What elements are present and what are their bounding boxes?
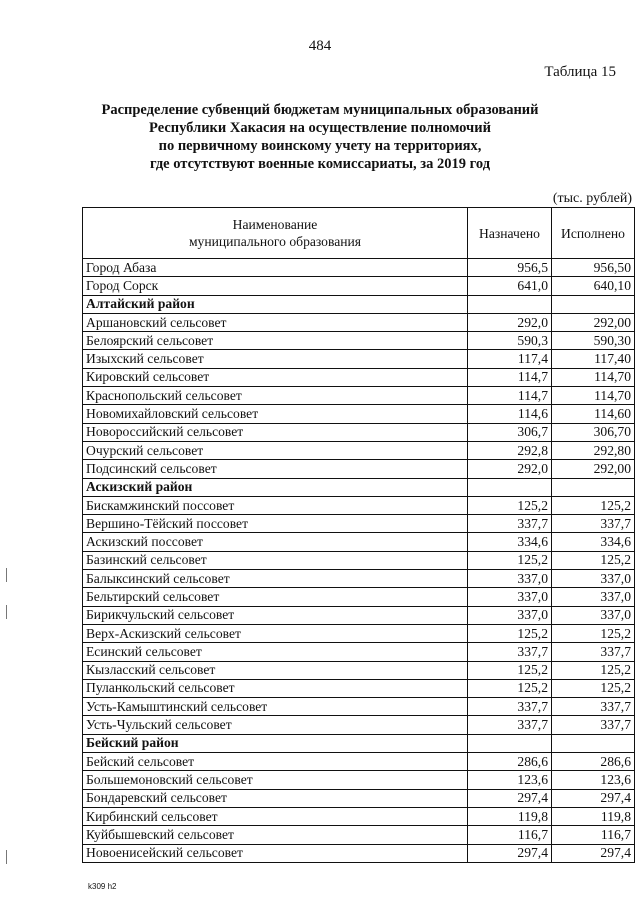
cell-name: Город Сорск — [83, 277, 468, 295]
cell-name: Кировский сельсовет — [83, 368, 468, 386]
subvention-table — [82, 207, 635, 863]
table-row — [83, 807, 635, 825]
cell-planned: 114,7 — [468, 368, 552, 386]
cell-executed: 337,7 — [552, 643, 635, 661]
cell-executed: 956,50 — [552, 259, 635, 277]
cell-planned: 956,5 — [468, 259, 552, 277]
cell-name: Подсинский сельсовет — [83, 460, 468, 478]
cell-name: Вершино-Тёйский поссовет — [83, 515, 468, 533]
table-row — [83, 551, 635, 569]
table-row — [83, 515, 635, 533]
cell-executed — [552, 478, 635, 496]
cell-name: Очурский сельсовет — [83, 441, 468, 459]
cell-planned: 292,0 — [468, 460, 552, 478]
cell-name: Большемоновский сельсовет — [83, 771, 468, 789]
cell-name: Усть-Чульский сельсовет — [83, 716, 468, 734]
table-row-district — [83, 478, 635, 496]
cell-executed: 117,40 — [552, 350, 635, 368]
cell-name: Аршановский сельсовет — [83, 313, 468, 331]
cell-executed: 125,2 — [552, 624, 635, 642]
cell-planned: 125,2 — [468, 679, 552, 697]
cell-name: Бельтирский сельсовет — [83, 588, 468, 606]
table-row — [83, 606, 635, 624]
table-row — [83, 679, 635, 697]
document-title — [40, 101, 600, 173]
cell-executed: 292,80 — [552, 441, 635, 459]
cell-executed: 286,6 — [552, 753, 635, 771]
cell-planned — [468, 734, 552, 752]
cell-name: Краснопольский сельсовет — [83, 387, 468, 405]
cell-name: Город Абаза — [83, 259, 468, 277]
cell-executed: 119,8 — [552, 807, 635, 825]
cell-planned: 337,0 — [468, 570, 552, 588]
title-line: где отсутствуют военные комиссариаты, за 2019 год — [149, 156, 491, 172]
table-row — [83, 789, 635, 807]
cell-name: Бейский район — [83, 734, 468, 752]
table-body — [83, 259, 635, 863]
table-row — [83, 350, 635, 368]
cell-executed: 125,2 — [552, 551, 635, 569]
table-row — [83, 624, 635, 642]
table-row — [83, 423, 635, 441]
cell-name: Базинский сельсовет — [83, 551, 468, 569]
cell-planned: 641,0 — [468, 277, 552, 295]
cell-name: Усть-Камыштинский сельсовет — [83, 698, 468, 716]
cell-planned: 125,2 — [468, 496, 552, 514]
cell-executed: 125,2 — [552, 679, 635, 697]
title-line: Распределение субвенций бюджетам муниципальных образований — [101, 102, 539, 118]
scan-mark — [6, 605, 7, 619]
column-header-name-line1: Наименование — [232, 217, 318, 232]
cell-name: Аскизский поссовет — [83, 533, 468, 551]
scan-mark — [6, 850, 7, 864]
cell-name: Бирикчульский сельсовет — [83, 606, 468, 624]
cell-name: Бондаревский сельсовет — [83, 789, 468, 807]
table-row — [83, 844, 635, 862]
cell-executed: 337,7 — [552, 515, 635, 533]
cell-name: Аскизский район — [83, 478, 468, 496]
cell-executed: 297,4 — [552, 789, 635, 807]
cell-executed: 123,6 — [552, 771, 635, 789]
cell-name: Новоенисейский сельсовет — [83, 844, 468, 862]
cell-planned: 119,8 — [468, 807, 552, 825]
table-row — [83, 368, 635, 386]
column-header-name — [83, 208, 468, 259]
table-row — [83, 332, 635, 350]
table-row — [83, 753, 635, 771]
cell-name: Есинский сельсовет — [83, 643, 468, 661]
table-row — [83, 771, 635, 789]
column-header-planned: Назначено — [468, 208, 552, 259]
cell-executed: 334,6 — [552, 533, 635, 551]
cell-executed — [552, 295, 635, 313]
title-line: по первичному воинскому учету на территориях, — [158, 138, 482, 154]
cell-name: Куйбышевский сельсовет — [83, 826, 468, 844]
cell-planned: 297,4 — [468, 789, 552, 807]
table-row-district — [83, 734, 635, 752]
cell-executed: 337,0 — [552, 588, 635, 606]
cell-executed: 640,10 — [552, 277, 635, 295]
table-header-row — [83, 208, 635, 259]
cell-name: Бискамжинский поссовет — [83, 496, 468, 514]
cell-name: Кирбинский сельсовет — [83, 807, 468, 825]
table-row — [83, 698, 635, 716]
cell-planned: 125,2 — [468, 624, 552, 642]
cell-executed: 292,00 — [552, 460, 635, 478]
cell-planned: 114,7 — [468, 387, 552, 405]
cell-planned: 117,4 — [468, 350, 552, 368]
footer-code: k309 h2 — [88, 882, 117, 891]
table-row — [83, 441, 635, 459]
cell-name: Новороссийский сельсовет — [83, 423, 468, 441]
cell-name: Верх-Аскизский сельсовет — [83, 624, 468, 642]
column-header-executed: Исполнено — [552, 208, 635, 259]
table-row — [83, 259, 635, 277]
cell-planned: 292,0 — [468, 313, 552, 331]
page-number: 484 — [308, 38, 332, 54]
cell-executed: 297,4 — [552, 844, 635, 862]
table-row — [83, 277, 635, 295]
table-row-district — [83, 295, 635, 313]
cell-planned: 337,0 — [468, 606, 552, 624]
cell-planned: 334,6 — [468, 533, 552, 551]
cell-name: Бейский сельсовет — [83, 753, 468, 771]
scan-mark — [6, 568, 7, 582]
cell-name: Кызласский сельсовет — [83, 661, 468, 679]
unit-label: (тыс. рублей) — [552, 191, 632, 206]
table-row — [83, 405, 635, 423]
cell-executed: 116,7 — [552, 826, 635, 844]
cell-executed: 337,0 — [552, 570, 635, 588]
cell-planned — [468, 295, 552, 313]
cell-executed: 590,30 — [552, 332, 635, 350]
cell-name: Алтайский район — [83, 295, 468, 313]
table-row — [83, 588, 635, 606]
table-row — [83, 496, 635, 514]
cell-planned: 337,7 — [468, 515, 552, 533]
cell-executed: 306,70 — [552, 423, 635, 441]
cell-planned: 116,7 — [468, 826, 552, 844]
cell-planned: 337,7 — [468, 698, 552, 716]
table-row — [83, 533, 635, 551]
cell-planned: 306,7 — [468, 423, 552, 441]
cell-planned: 337,7 — [468, 716, 552, 734]
title-line: Республики Хакасия на осуществление полномочий — [149, 120, 491, 136]
cell-executed: 114,70 — [552, 387, 635, 405]
cell-executed: 125,2 — [552, 496, 635, 514]
table-row — [83, 716, 635, 734]
table-row — [83, 643, 635, 661]
cell-executed: 114,70 — [552, 368, 635, 386]
cell-name: Новомихайловский сельсовет — [83, 405, 468, 423]
cell-planned: 292,8 — [468, 441, 552, 459]
cell-planned: 123,6 — [468, 771, 552, 789]
cell-executed: 125,2 — [552, 661, 635, 679]
cell-name: Балыксинский сельсовет — [83, 570, 468, 588]
cell-planned: 337,7 — [468, 643, 552, 661]
table-row — [83, 661, 635, 679]
table-row — [83, 313, 635, 331]
cell-planned: 286,6 — [468, 753, 552, 771]
cell-executed — [552, 734, 635, 752]
cell-planned: 125,2 — [468, 661, 552, 679]
table-row — [83, 570, 635, 588]
cell-executed: 337,7 — [552, 698, 635, 716]
table-label: Таблица 15 — [544, 64, 616, 80]
cell-executed: 337,0 — [552, 606, 635, 624]
table-row — [83, 826, 635, 844]
table-row — [83, 387, 635, 405]
column-header-name-line2: муниципального образования — [188, 234, 362, 249]
cell-executed: 337,7 — [552, 716, 635, 734]
cell-planned: 337,0 — [468, 588, 552, 606]
cell-name: Белоярский сельсовет — [83, 332, 468, 350]
cell-name: Изыхский сельсовет — [83, 350, 468, 368]
cell-planned: 297,4 — [468, 844, 552, 862]
cell-executed: 292,00 — [552, 313, 635, 331]
cell-planned: 114,6 — [468, 405, 552, 423]
cell-planned: 125,2 — [468, 551, 552, 569]
cell-executed: 114,60 — [552, 405, 635, 423]
cell-name: Пуланкольский сельсовет — [83, 679, 468, 697]
cell-planned — [468, 478, 552, 496]
cell-planned: 590,3 — [468, 332, 552, 350]
table-row — [83, 460, 635, 478]
